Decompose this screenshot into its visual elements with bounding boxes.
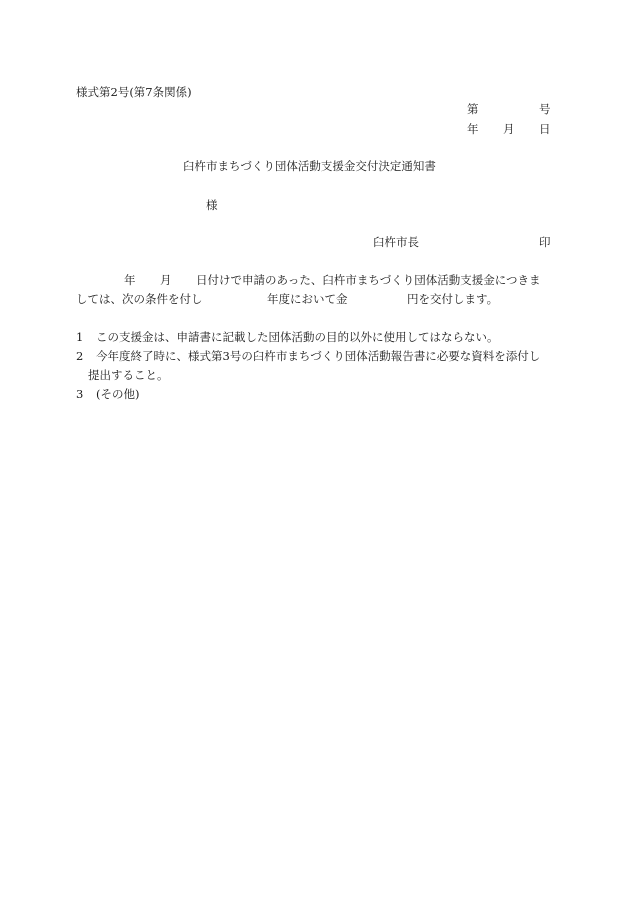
- date-year-label: 年: [467, 122, 479, 136]
- date-day-label: 日: [539, 122, 551, 136]
- body-month-label: 月: [160, 273, 172, 287]
- number-go-label: 号: [539, 102, 551, 116]
- addressee-suffix: 様: [206, 198, 218, 212]
- document-title: 臼杵市まちづくり団体活動支援金交付決定通知書: [183, 159, 436, 173]
- condition-2-number: 2: [76, 349, 84, 363]
- condition-1-text: この支援金は、申請書に記載した団体活動の目的以外に使用してはならない。: [96, 330, 499, 344]
- number-dai-label: 第: [467, 102, 479, 116]
- form-label: 様式第2号(第7条関係): [76, 85, 192, 99]
- body-line2-text-c: 円を交付します。: [407, 292, 499, 306]
- body-line2-text-a: しては、次の条件を付し: [76, 292, 203, 306]
- body-year-label: 年: [124, 273, 136, 287]
- condition-3-number: 3: [76, 387, 84, 401]
- condition-3-text: (その他): [96, 387, 140, 401]
- issuer-name: 臼杵市長: [373, 235, 419, 249]
- date-month-label: 月: [503, 122, 515, 136]
- body-line2-text-b: 年度において金: [267, 292, 348, 306]
- issuer-seal: 印: [539, 235, 551, 249]
- condition-2-text: 今年度終了時に、様式第3号の臼杵市まちづくり団体活動報告書に必要な資料を添付し: [96, 349, 541, 363]
- condition-1-number: 1: [76, 330, 84, 344]
- condition-2-continuation: 提出すること。: [88, 368, 169, 382]
- body-line1-text: 日付けで申請のあった、臼杵市まちづくり団体活動支援金につきま: [196, 273, 541, 287]
